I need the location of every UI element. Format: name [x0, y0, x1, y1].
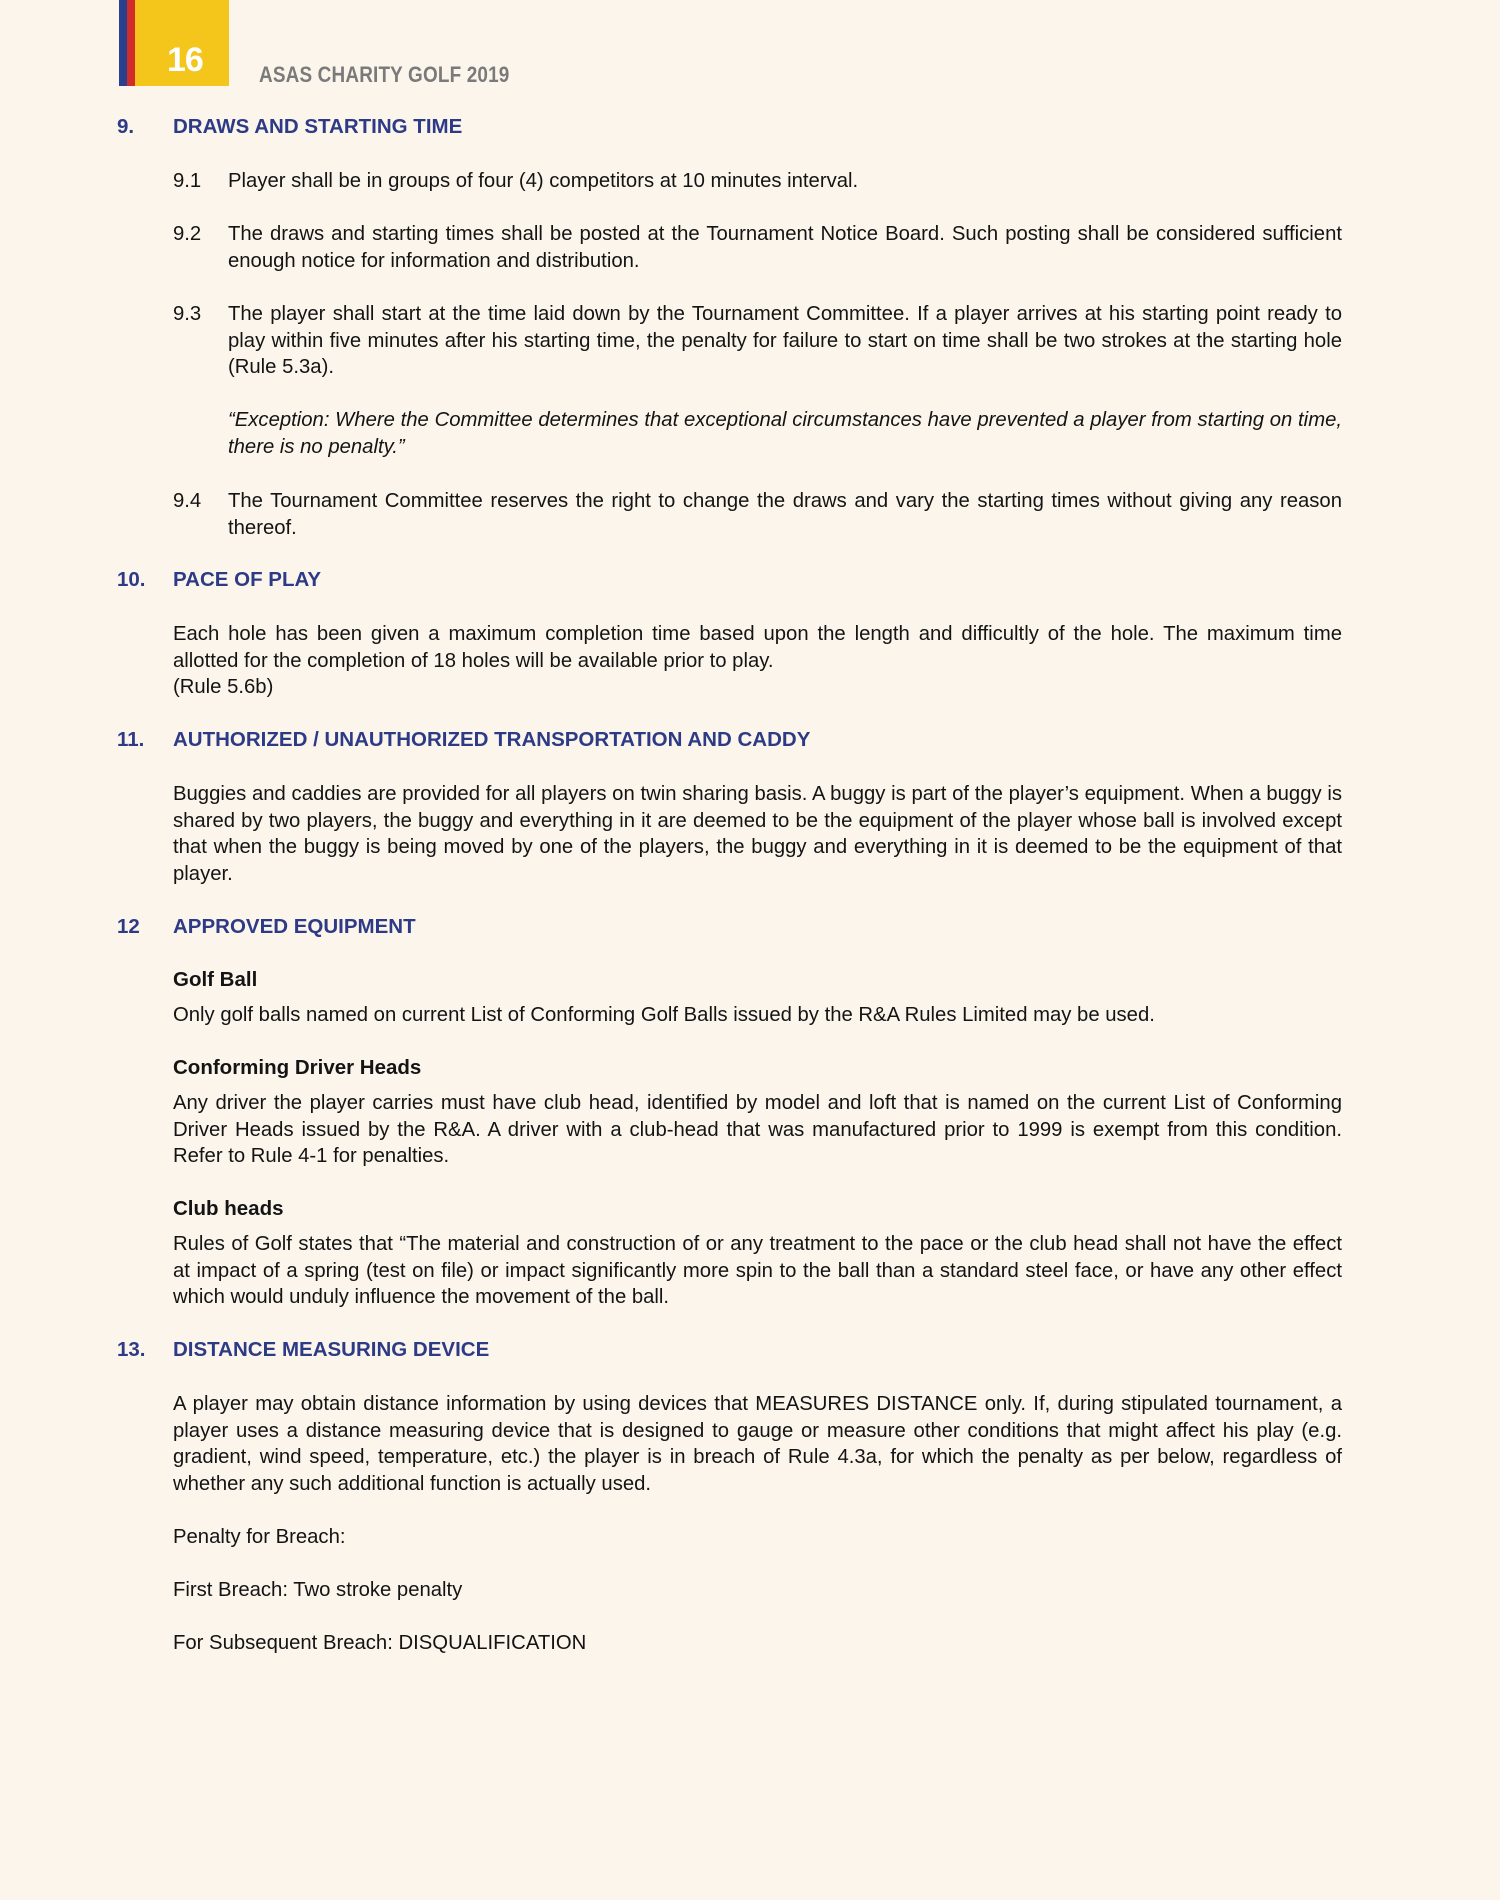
page-number: 16	[167, 41, 203, 79]
penalty-label: Penalty for Breach:	[173, 1526, 346, 1548]
section-number: 12	[117, 915, 140, 938]
section-title: AUTHORIZED / UNAUTHORIZED TRANSPORTATION AND CADDY	[173, 728, 811, 751]
section-title: APPROVED EQUIPMENT	[173, 915, 416, 938]
clause-number: 9.2	[173, 223, 202, 245]
clause-text: The player shall start at the time laid down by the Tournament Committee. If a player arrives at his starting point ready to play within five minutes after his starting time, the penalty for failure to start on time shall be two strokes at the starting hole (Rule 5.3a).	[228, 303, 1342, 378]
golf-ball-body: Only golf balls named on current List of Conforming Golf Balls issued by the R&A Rules Limited may be used.	[173, 1004, 1155, 1026]
section-number: 13.	[117, 1338, 146, 1361]
section-heading-12	[117, 915, 416, 939]
driver-heads-subheading: Conforming Driver Heads	[173, 1056, 422, 1079]
golf-ball-subheading: Golf Ball	[173, 968, 258, 991]
section-number: 10.	[117, 568, 146, 591]
club-heads-subheading: Club heads	[173, 1197, 284, 1220]
section-heading-13	[117, 1338, 489, 1362]
clause-text: The Tournament Committee reserves the right to change the draws and vary the starting times without giving any reason thereof.	[228, 490, 1342, 539]
subsequent-breach: For Subsequent Breach: DISQUALIFICATION	[173, 1632, 587, 1654]
header-color-bar-red	[127, 0, 135, 86]
section-title: DRAWS AND STARTING TIME	[173, 115, 463, 138]
clause-text: Player shall be in groups of four (4) competitors at 10 minutes interval.	[228, 170, 859, 192]
section-title: PACE OF PLAY	[173, 568, 322, 591]
section-heading-11	[117, 728, 810, 752]
clause-number: 9.4	[173, 490, 202, 512]
section-heading-9	[117, 115, 462, 139]
running-title: ASAS CHARITY GOLF 2019	[259, 62, 510, 87]
pace-of-play-rule: (Rule 5.6b)	[173, 676, 274, 698]
section-11-body: Buggies and caddies are provided for all players on twin sharing basis. A buggy is part of the player’s equipment. When a buggy is shared by two players, the buggy and everything in it are deemed to be the equipment of the player whose ball is involved except that when the buggy is being moved by one of the players, the buggy and everything in it is deemed to be the equipment of that player.	[173, 783, 1342, 885]
section-heading-10	[117, 568, 321, 592]
clause-9-3	[173, 301, 1342, 381]
section-number: 9.	[117, 115, 135, 138]
clause-number: 9.1	[173, 170, 202, 192]
section-number: 11.	[117, 728, 145, 751]
section-13-body: A player may obtain distance information by using devices that MEASURES DISTANCE only. If, during stipulated tournament, a player uses a distance measuring device that is designed to gauge or measure other conditions that might affect his play (e.g. gradient, wind speed, temperature, etc.) the player is in breach of Rule 4.3a, for which the penalty as per below, regardless of whether any such additional function is actually used.	[173, 1393, 1342, 1495]
clause-9-2	[173, 221, 1342, 274]
clause-9-4	[173, 488, 1342, 541]
header-color-bar-blue	[119, 0, 127, 86]
section-10-body	[173, 621, 1342, 701]
page-number-tab	[135, 0, 229, 86]
pace-of-play-text: Each hole has been given a maximum completion time based upon the length and difficultly of the hole. The maximum time allotted for the completion of 18 holes will be available prior to play.	[173, 623, 1342, 672]
driver-heads-body: Any driver the player carries must have club head, identified by model and loft that is named on the current List of Conforming Driver Heads issued by the R&A. A driver with a club-head that was manufactured prior to 1999 is exempt from this condition. Refer to Rule 4-1 for penalties.	[173, 1092, 1342, 1167]
club-heads-body: Rules of Golf states that “The material and construction of or any treatment to the pace or the club head shall not have the effect at impact of a spring (test on file) or impact significantly more spin to the ball than a standard steel face, or have any other effect which would unduly influence the movement of the ball.	[173, 1233, 1342, 1308]
section-title: DISTANCE MEASURING DEVICE	[173, 1338, 490, 1361]
clause-text: The draws and starting times shall be posted at the Tournament Notice Board. Such posting shall be considered sufficient enough notice for information and distribution.	[228, 223, 1342, 272]
clause-9-1	[173, 168, 1342, 195]
exception-note: “Exception: Where the Committee determines that exceptional circumstances have prevented a player from starting on time, there is no penalty.”	[228, 409, 1342, 458]
first-breach: First Breach: Two stroke penalty	[173, 1579, 463, 1601]
clause-number: 9.3	[173, 303, 202, 325]
